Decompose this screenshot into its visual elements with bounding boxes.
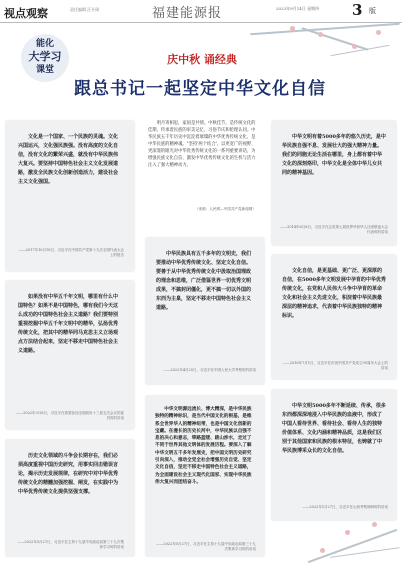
page-header: [0, 0, 402, 23]
quote-text: 文化是一个国家、一个民族的灵魂。文化兴国运兴，文化强民族强。没有高度的文化自信，没有文化的繁荣兴盛，就没有中华民族伟大复兴。要坚持中国特色社会主义文化发展道路，激发全民族文化创新创造活力，建设社会主义文化强国。: [18, 134, 119, 185]
quote-card-6: [6, 440, 134, 556]
editor-credit: 责任编辑 汪开闻: [70, 7, 100, 12]
issue-date: 2023年9月14日 星期四: [276, 6, 320, 11]
quote-text: 中华文明源远流长、博大精深，是中华民族独特的精神标识，是当代中国文化的根基，是维系全世界华人的精神纽带，也是中国文化创新的宝藏。在漫长的历史长河中，中华民族以自强不息的决心和意志，筚路蓝缕、跋山涉水，走过了不同于世界其他文明体的发展历程。要深入了解中华文明五千多年发展史，把中国文明历史研究引向深入，推动全党全社会增强历史自觉、坚定文化自信，坚定不移走中国特色社会主义道路，为全面建设社会主义现代化国家、实现中华民族伟大复兴而团结奋斗。: [155, 407, 252, 485]
quote-card-3: [6, 281, 134, 429]
quote-text: 文化自信，是更基础、更广泛、更深厚的自信，在5000多年文明发展中孕育的中华优秀传统文化，在党和人民伟大斗争中孕育的革命文化和社会主义先进文化，积淀着中华民族最深层的精神追求，代表着中华民族独特的精神标识。: [282, 268, 386, 319]
page-suffix: 版: [369, 7, 376, 15]
quote-source: ——2022年4月25日，习近平在中国人民大学考察时的讲话: [163, 368, 256, 372]
intro-paragraph: 明月寄相思，家国是共情。中秋佳节，是传统文化的佳期，传承着民族的审美记忆、习俗节庆和伦理认同。中华民族五千年历史中沉淀着璀璨的中华优秀传统文化，是中华民族的精神魂。"坚持'两个结合'，以更宽广的视野、更深邃的眼光对中华优秀传统文化的一系列重要讲话，为增强民族文化自信、激发中华优秀传统文化的生机与活力注入了强大精神动力。: [148, 121, 256, 168]
newspaper-masthead: 福建能源报: [152, 6, 223, 21]
quote-source: ——2022年1月27日，习近平在山西考察调研时的讲话: [302, 505, 388, 509]
quote-card-7: [146, 396, 264, 556]
quote-text: 历史文化领域的斗争会长期存在，我们必须高度重视中国历史研究，用事实回击错误言论，揭示历史发展规律，在研究中对中华优秀传统文化的精髓加强挖掘、阐发，在实践中为中华优秀传统文化提供坚强支撑。: [18, 453, 119, 495]
quote-card-4: [146, 238, 264, 384]
page-headline: 跟总书记一起坚定中华文化自信: [74, 79, 326, 99]
quote-source: ——2014年6月6日，习近平在会见第七届世界华侨华人社团联谊大会代表时的讲话: [280, 225, 388, 234]
logo-line-2: 大学习: [28, 50, 62, 63]
quote-source: ——2016年7月1日，习近平在庆祝中国共产党成立95周年大会上的讲话: [282, 361, 388, 370]
logo-line-1: 能化: [35, 39, 54, 49]
quote-source: ——2022年5月27日，习近平在主持十九届中央政治局第三十九次集体学习时的讲话: [17, 540, 124, 549]
quote-text: 中华文明5000多年不断延续、传承，很多东西都深深地浸入中华民族的血液中，形成了中国人看待世界、看待社会、看待人生的独特价值体系、文化内涵和精神品质，这是我们区别于其他国家和民族的根本特征，也铸就了中华民族博采众长的文化自信。: [282, 403, 386, 454]
quote-card-1: [6, 121, 134, 271]
logo-line-3: 课堂: [35, 65, 54, 75]
quote-card-8: [272, 390, 396, 520]
quote-card-5: [272, 255, 396, 379]
quote-card-2: [272, 121, 396, 245]
quote-text: 中华文明有着5000多年的悠久历史，是中华民族自强不息、发展壮大的强大精神力量。我们的同胞无论生活在哪里，身上都有着中华文化的深刻烙印，中华文化是全体中华儿女共同的精神基因。: [282, 134, 386, 176]
intro-source: （来源：人民网—中国共产党新闻网）: [194, 207, 256, 211]
page-number: 3: [352, 1, 363, 19]
quote-text: 如果没有中华五千年文明，哪里有什么中国特色？如果不是中国特色，哪有我们今天这么成功的中国特色社会主义道路？我们要特别重视挖掘中华五千年文明中的精华，弘扬优秀传统文化，把其中的精华同马克思主义立场观点方法结合起来，坚定不移走中国特色社会主义道路。: [18, 294, 119, 354]
motto: 庆中秋 诵经典: [167, 53, 237, 66]
quote-source: ——2022年3月6日，习近平在看望参加全国政协十三届五次会议的委员时的讲话: [16, 411, 124, 420]
quote-text: 中华民族具有五千多年的文明史，我们要推动中华优秀传统文化、坚定文化自信。要善于从中华优秀传统文化中汲取治国理政的理念和思维，广泛借鉴世界一切优秀文明成果，不搞封闭僵化，更不搞一切以外国的东西为主臬，坚定不移走中国特色社会主义道路。: [156, 251, 252, 311]
quote-source: ——2022年5月27日，习近平在主持十九届中央政治局第三十九次集体学习时的讲话: [156, 542, 256, 551]
quote-source: ——2017年10月18日，习近平在中国共产党第十九次全国代表大会上的报告: [18, 248, 124, 257]
section-title: 视点观察: [4, 7, 48, 20]
